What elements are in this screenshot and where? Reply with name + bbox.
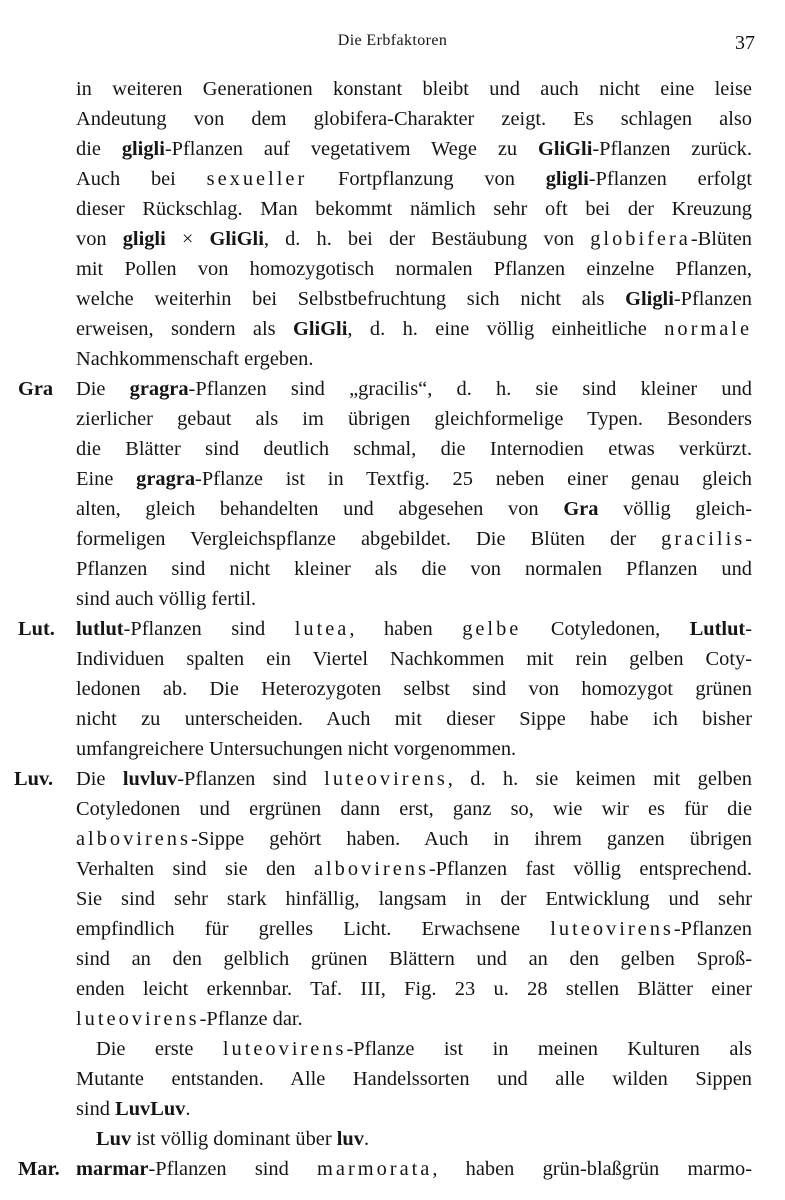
text-line: Pflanzen sind nicht kleiner als die von normalen Pflanzen und [76,558,752,580]
margin-marker-mar: Mar. [18,1158,60,1180]
text-line: albovirens-Sippe gehört haben. Auch in ihrem ganzen übrigen [76,828,752,850]
text-line: Andeutung von dem globifera-Charakter zeigt. Es schlagen also [76,108,752,130]
text-line: umfangreichere Untersuchungen nicht vorgenommen. [76,738,517,760]
text-line: zierlicher gebaut als im übrigen gleichformelige Typen. Besonders [76,408,752,430]
text-line: Luv ist völlig dominant über luv. [96,1128,370,1150]
text-line: erweisen, sondern als GliGli, d. h. eine völlig einheitliche normale [76,318,752,340]
text-line: die Blätter sind deutlich schmal, die Internodien etwas verkürzt. [76,438,752,460]
text-line: mit Pollen von homozygotisch normalen Pflanzen einzelne Pflanzen, [76,258,752,280]
margin-marker-luv: Luv. [14,768,54,790]
text-line: von gligli × GliGli, d. h. bei der Bestäubung von globifera-Blüten [76,228,752,250]
text-line: Cotyledonen und ergrünen dann erst, ganz so, wie wir es für die [76,798,752,820]
text-line: formeligen Vergleichspflanze abgebildet. Die Blüten der gracilis- [76,528,752,550]
text-line: Sie sind sehr stark hinfällig, langsam in der Entwicklung und sehr [76,888,752,910]
text-line: lutlut-Pflanzen sind lutea, haben gelbe Cotyledonen, Lutlut- [76,618,753,640]
text-line: Auch bei sexueller Fortpflanzung von gligli-Pflanzen erfolgt [76,168,753,190]
text-line: Die gragra-Pflanzen sind „gracilis“, d. h. sie sind kleiner und [76,378,752,400]
margin-marker-gra: Gra [18,378,54,400]
text-line: luteovirens-Pflanze dar. [76,1008,303,1030]
text-line: sind LuvLuv. [76,1098,191,1120]
text-line: die gligli-Pflanzen auf vegetativem Wege zu GliGli-Pflanzen zurück. [76,138,752,160]
text-line: Die luvluv-Pflanzen sind luteovirens, d. h. sie keimen mit gelben [76,768,752,790]
text-line: sind an den gelblich grünen Blättern und an den gelben Sproß- [76,948,752,970]
page-number: 37 [735,32,755,54]
text-line: Nachkommenschaft ergeben. [76,348,314,370]
text-line: alten, gleich behandelten und abgesehen von Gra völlig gleich- [76,498,753,520]
margin-marker-lut: Lut. [18,618,55,640]
running-title: Die Erbfaktoren [337,32,448,49]
text-line: Verhalten sind sie den albovirens-Pflanzen fast völlig entsprechend. [76,858,752,880]
text-line: Individuen spalten ein Viertel Nachkommen mit rein gelben Coty- [76,648,752,670]
text-line: Mutante entstanden. Alle Handelssorten und alle wilden Sippen [76,1068,752,1090]
text-line: sind auch völlig fertil. [76,588,257,610]
text-line: enden leicht erkennbar. Taf. III, Fig. 23 u. 28 stellen Blätter einer [76,978,752,1000]
text-line: Die erste luteovirens-Pflanze ist in meinen Kulturen als [96,1038,752,1060]
text-line: dieser Rückschlag. Man bekommt nämlich sehr oft bei der Kreuzung [76,198,752,220]
text-line: nicht zu unterscheiden. Auch mit dieser Sippe habe ich bisher [76,708,752,730]
text-line: Eine gragra-Pflanze ist in Textfig. 25 neben einer genau gleich [76,468,753,490]
text-line: ledonen ab. Die Heterozygoten selbst sind von homozygot grünen [76,678,752,700]
running-head [0,32,785,56]
text-line: empfindlich für grelles Licht. Erwachsene luteovirens-Pflanzen [76,918,752,940]
text-line: welche weiterhin bei Selbstbefruchtung sich nicht als Gligli-Pflanzen [76,288,752,310]
text-line: in weiteren Generationen konstant bleibt und auch nicht eine leise [76,78,752,100]
text-line: marmar-Pflanzen sind marmorata, haben grün-blaßgrün marmo- [76,1158,752,1180]
